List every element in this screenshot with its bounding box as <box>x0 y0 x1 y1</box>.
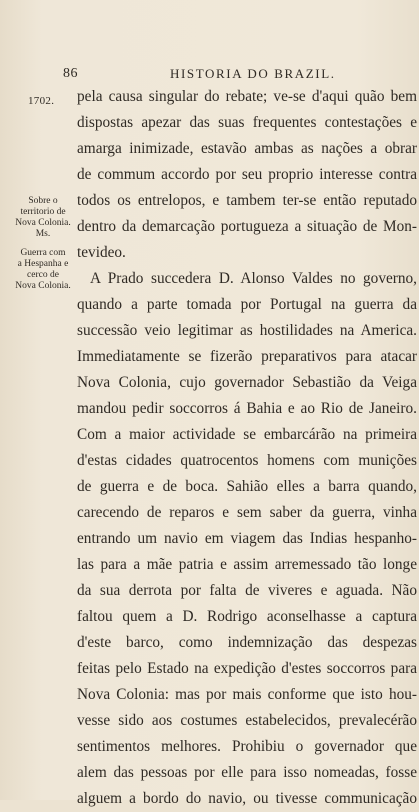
text-line: tevideo. <box>77 244 126 261</box>
margin-note-line: cerco de <box>27 270 59 280</box>
page-header <box>0 66 419 86</box>
text-line: d'este barco, como indemnização das despezas <box>77 634 417 651</box>
text-line: A Prado succedera D. Alonso Valdes no governo, <box>90 270 417 287</box>
text-line: pela causa singular do rebate; ve-se d'aqui quão bem <box>77 88 417 105</box>
margin-note-line: Sobre o <box>28 196 58 206</box>
margin-year: 1702. <box>28 95 55 107</box>
text-line: feitas pelo Estado na expedição d'estes soccorros para <box>77 660 417 677</box>
text-line: sentimentos melhores. Prohibiu o governador que <box>77 738 417 755</box>
margin-note-line: Guerra com <box>20 248 66 258</box>
text-line: faltou quem a D. Rodrigo aconselhasse a captura <box>77 608 417 625</box>
text-line: dentro da demarcação portugueza a situação de Mon- <box>77 218 417 235</box>
text-line: mandou pedir soccorros á Bahia e ao Rio de Janeiro. <box>77 400 417 417</box>
text-line: d'estas cidades quatrocentos homens com munições <box>77 452 417 469</box>
text-line: de commum accordo por seu proprio interesse contra <box>77 166 417 183</box>
text-line: da sua derrota por falta de viveres e aguada. Não <box>77 582 417 599</box>
text-line: carecendo de reparos e sem saber da guerra, vinha <box>77 504 417 521</box>
text-line: Nova Colonia: mas por mais conforme que isto hou- <box>77 686 417 703</box>
text-line: alguem a bordo do navio, ou tivesse communicação <box>77 790 417 807</box>
margin-note-war <box>10 248 76 292</box>
running-title: HISTORIA DO BRAZIL. <box>170 66 336 81</box>
text-line: alem das pessoas por elle para isso nomeadas, fosse <box>77 764 417 781</box>
text-line: amarga inimizade, estavão ambas as nações a obrar <box>77 140 417 157</box>
margin-note-territory <box>10 196 76 240</box>
text-line: dispostas apezar das suas frequentes contestações e <box>77 114 417 131</box>
margin-note-line: territorio de <box>20 207 66 217</box>
margin-note-line: Nova Colonia. <box>15 218 71 228</box>
text-line: Immediatamente se fizerão preparativos para atacar <box>77 348 417 365</box>
text-line: Nova Colonia, cujo governador Sebastião da Veiga <box>77 374 417 391</box>
margin-note-line: Nova Colonia. <box>15 281 71 291</box>
text-line: de guerra e de boca. Sahião elles a barra quando, <box>77 478 417 495</box>
margin-note-line: a Hespanha e <box>17 259 69 269</box>
text-line: Com a maior actividade se embarcárão na primeira <box>77 426 417 443</box>
text-line: successão veio legitimar as hostilidades na America. <box>77 322 417 339</box>
text-line: entrando um navio em viagem das Indias hespanho- <box>77 530 417 547</box>
page-number: 86 <box>63 66 78 81</box>
text-line: las para a mãe patria e assim arremessado tão longe <box>77 556 417 573</box>
margin-note-line: Ms. <box>35 229 51 239</box>
text-line: todos os entrelopos, e tambem ter-se então reputado <box>77 192 417 209</box>
text-line: quando a parte tomada por Portugal na guerra da <box>77 296 417 313</box>
text-line: vesse sido aos costumes estabelecidos, prevalecérão <box>77 712 417 729</box>
